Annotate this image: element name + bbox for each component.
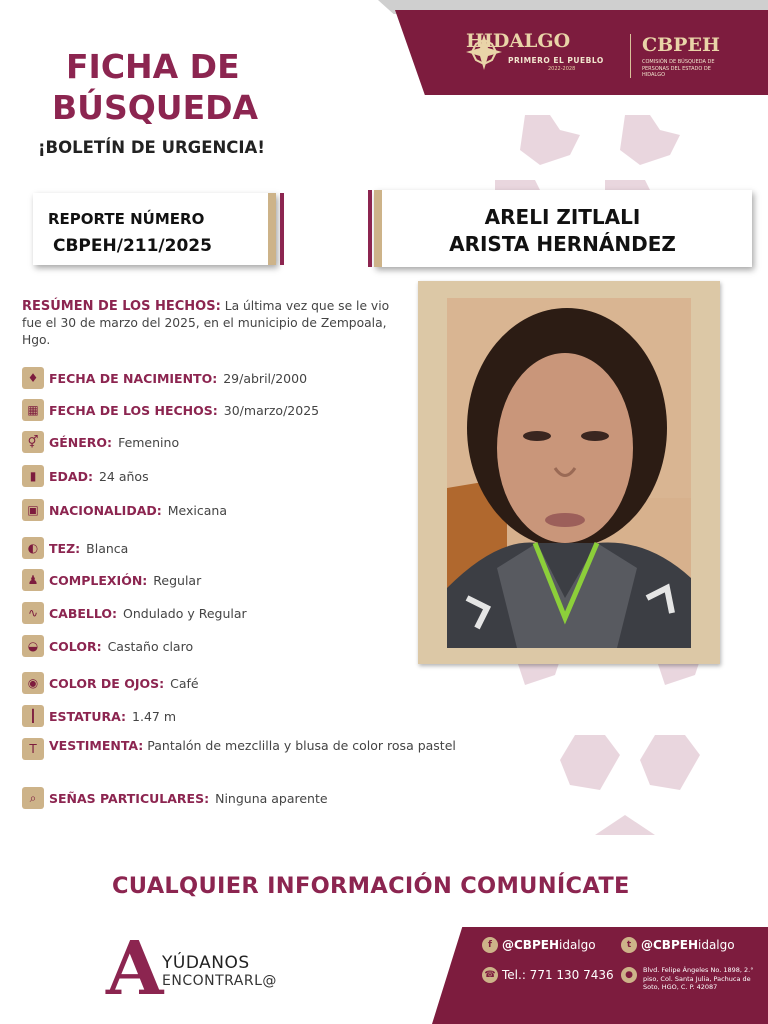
twitter-contact[interactable]: [621, 937, 735, 953]
detail-row-hair-color: [22, 634, 193, 658]
detail-row-gender: [22, 430, 179, 454]
detail-label: ESTATURA:: [49, 708, 127, 724]
person-photo: [447, 298, 691, 648]
ruler-icon: ┃: [22, 705, 44, 727]
shirt-icon: T: [22, 738, 44, 760]
phone-number: Tel.: 771 130 7436: [502, 968, 614, 982]
cake-icon: ♦: [22, 367, 44, 389]
detail-value: Ninguna aparente: [215, 790, 328, 806]
detail-label: CABELLO:: [49, 605, 118, 621]
phone-icon: ☎: [482, 967, 498, 983]
face-profile-icon: ◐: [22, 537, 44, 559]
detail-label: FECHA DE NACIMIENTO:: [49, 370, 218, 386]
call-to-action: CUALQUIER INFORMACIÓN COMUNÍCATE: [112, 873, 630, 899]
twitter-handle-rest: idalgo: [698, 938, 735, 952]
facebook-contact[interactable]: [482, 937, 596, 953]
detail-label: COMPLEXIÓN:: [49, 572, 148, 588]
ayudanos-line2: ENCONTRARL@: [162, 973, 277, 989]
detail-value: Regular: [153, 572, 202, 588]
ayudanos-logo-a: A: [106, 926, 164, 1012]
detail-row-nationality: [22, 498, 227, 522]
magnifier-icon: ⌕: [22, 787, 44, 809]
detail-row-hair: [22, 601, 247, 625]
detail-value: Castaño claro: [107, 638, 194, 654]
detail-value: Blanca: [86, 540, 129, 556]
urgency-subtitle: ¡BOLETÍN DE URGENCIA!: [38, 138, 265, 157]
clothing-label: VESTIMENTA:: [49, 738, 144, 753]
detail-row-eye-color: [22, 671, 199, 695]
detail-value: Ondulado y Regular: [123, 605, 247, 621]
detail-value: Mexicana: [167, 502, 228, 518]
report-number: CBPEH/211/2025: [53, 236, 212, 256]
person-name-line2: ARISTA HERNÁNDEZ: [449, 232, 676, 256]
logo-hidalgo-text: HIDALGO: [466, 30, 571, 52]
ayudanos-line1: YÚDANOS: [162, 953, 250, 973]
body-icon: ♟: [22, 569, 44, 591]
detail-value: 29/abril/2000: [223, 370, 308, 386]
twitter-icon: t: [621, 937, 637, 953]
id-card-icon: ▣: [22, 499, 44, 521]
detail-value: 1.47 m: [132, 708, 176, 724]
detail-row-age: [22, 464, 149, 488]
detail-row-height: [22, 704, 176, 728]
detail-label: NACIONALIDAD:: [49, 502, 162, 518]
detail-row-build: [22, 568, 201, 592]
address-text: Blvd. Felipe Ángeles No. 1898, 2.° piso, Col. Santa Julia, Pachuca de Soto, HGO, C. P. 42087: [643, 966, 754, 991]
detail-row-skin: [22, 536, 128, 560]
detail-value: Femenino: [118, 434, 180, 450]
clothing-text: [49, 738, 456, 760]
logo-divider: [630, 34, 631, 78]
facebook-handle-bold: @CBPEH: [502, 938, 559, 952]
detail-label: EDAD:: [49, 468, 93, 484]
detail-label: COLOR:: [49, 638, 102, 654]
person-name-line1: ARELI ZITLALI: [484, 205, 641, 229]
facts-text: La última vez que se le vio fue el 30 de marzo del 2025, en el municipio de Zempoala, Hgo.: [22, 299, 390, 347]
facebook-handle-rest: idalgo: [559, 938, 596, 952]
logo-years: 2022-2028: [548, 66, 576, 72]
address-pin: [621, 967, 641, 983]
detail-label: GÉNERO:: [49, 434, 113, 450]
age-icon: ▮: [22, 465, 44, 487]
logo-cbpeh-subtitle: COMISIÓN DE BÚSQUEDA DE PERSONAS DEL ESTADO DE HIDALGO: [642, 59, 715, 78]
eye-icon: ◉: [22, 672, 44, 694]
detail-label: FECHA DE LOS HECHOS:: [49, 402, 218, 418]
hair-icon: ∿: [22, 602, 44, 624]
calendar-icon: ▦: [22, 399, 44, 421]
detail-label: TEZ:: [49, 540, 81, 556]
logo-cbpeh-text: CBPEH: [642, 34, 720, 56]
person-name: [390, 204, 735, 258]
facebook-icon: f: [482, 937, 498, 953]
detail-value: Café: [170, 675, 199, 691]
report-label: REPORTE NÚMERO: [48, 210, 205, 228]
facts-label: RESÚMEN DE LOS HECHOS:: [22, 299, 221, 314]
clothing-value: Pantalón de mezclilla y blusa de color rosa pastel: [147, 738, 456, 753]
twitter-handle-bold: @CBPEH: [641, 938, 698, 952]
detail-row-event-date: [22, 398, 319, 422]
page-title-line1: FICHA DE: [66, 47, 240, 86]
detail-row-clothing: [22, 738, 467, 760]
detail-row-marks: [22, 786, 328, 810]
detail-value: 30/marzo/2025: [223, 402, 320, 418]
facts-summary: [22, 298, 394, 349]
detail-row-birthdate: [22, 366, 307, 390]
page-title-line2: BÚSQUEDA: [52, 88, 259, 127]
detail-value: 24 años: [98, 468, 149, 484]
location-pin-icon: ●: [621, 967, 637, 983]
detail-label: SEÑAS PARTICULARES:: [49, 790, 210, 806]
gender-icon: ⚥: [22, 431, 44, 453]
phone-contact[interactable]: [482, 967, 614, 983]
logo-subtitle: PRIMERO EL PUEBLO: [508, 56, 604, 65]
color-icon: ◒: [22, 635, 44, 657]
detail-label: COLOR DE OJOS:: [49, 675, 165, 691]
